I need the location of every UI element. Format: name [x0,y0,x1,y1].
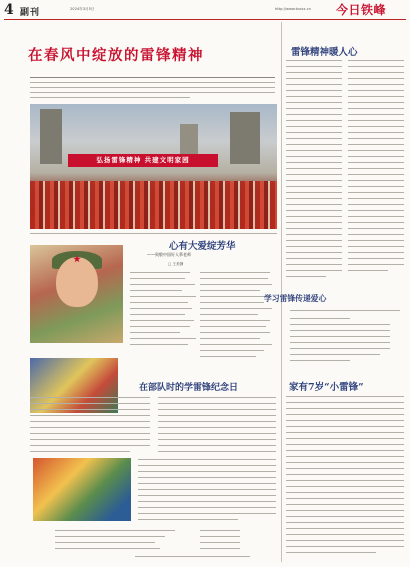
troop-article-title: 在部队时的学雷锋纪念日 [139,383,239,393]
rally-photo [30,104,277,229]
website-line: http://www.txxxx.cn [275,7,311,11]
date-line: 2024年3月5日 [70,7,95,11]
main-headline: 在春风中绽放的雷锋精神 [28,47,204,64]
soldier-poster-image [30,245,123,343]
section-name: 副刊 [20,8,41,18]
newspaper-logo: 今日铁峰 [336,3,387,17]
right-title-3: 家有7岁“小雷锋” [289,382,364,393]
children-painting-image [33,458,131,521]
right-title-2: 学习雷锋传递爱心 [264,294,327,303]
poem-author: □ 王美静 [168,262,184,266]
poem-title: 心有大爱绽芳华 [169,241,236,252]
right-title-1: 雷锋精神暖人心 [291,47,358,58]
painting-image [30,358,118,413]
page-number: 4 [4,2,14,18]
masthead-rule [4,19,406,20]
photo-banner: 弘扬雷锋精神 共建文明家园 [68,154,218,167]
poem-subtitle: ——致敬中国好人慕老师 [147,252,191,257]
